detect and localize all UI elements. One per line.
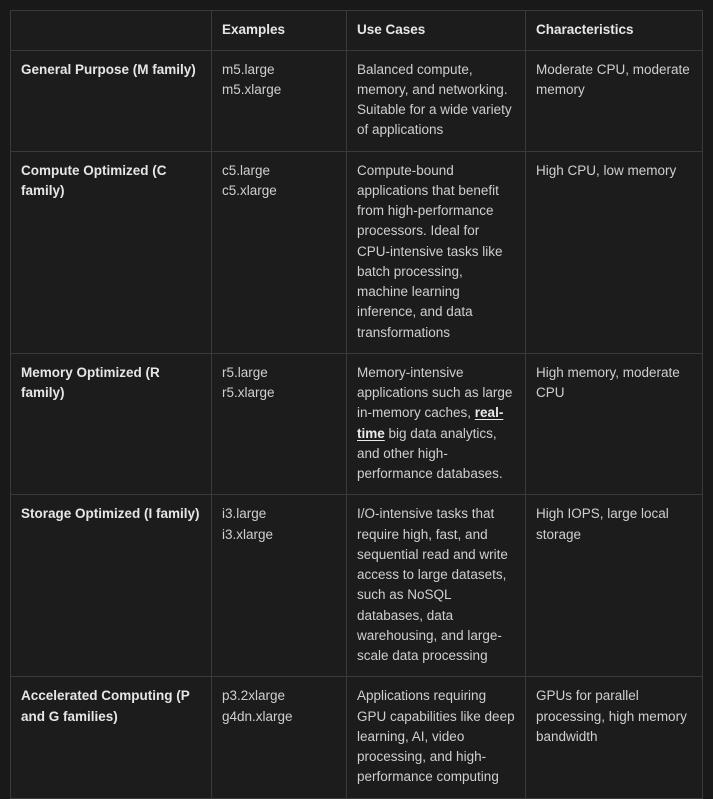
use-cases-text: Memory-intensive applications such as large in-memory caches, [357,364,513,421]
instance-family-table-container [10,10,702,799]
cell-family: Memory Optimized (R family) [11,353,212,495]
cell-characteristics: High memory, moderate CPU [526,353,703,495]
example-instance-type: m5.xlarge [222,81,282,97]
example-instance-type: r5.large [222,364,268,380]
example-instance-type: i3.xlarge [222,526,274,542]
cell-family: Storage Optimized (I family) [11,495,212,677]
cell-examples [212,495,347,677]
use-cases-text: big data analytics, and other high-performance databases. [357,425,503,482]
example-instance-type: p3.2xlarge [222,688,286,704]
cell-use-cases [347,50,526,151]
example-instance-type: g4dn.xlarge [222,708,293,724]
use-cases-text: Compute-bound applications that benefit from high-performance processors. Ideal for CPU-intensive tasks like batch processing, machine learning inference, and data transformations [357,162,503,340]
use-cases-text: I/O-intensive tasks that require high, fast, and sequential read and write access to large datasets, such as NoSQL databases, data warehousing, and large-scale data processing [357,506,508,664]
instance-family-table [10,10,703,799]
table-header [11,11,703,51]
cell-family: Accelerated Computing (P and G families) [11,677,212,798]
cell-family: General Purpose (M family) [11,50,212,151]
cell-examples [212,151,347,353]
table-row [11,353,703,495]
column-header-characteristics: Characteristics [526,11,703,51]
table-row [11,151,703,353]
cell-characteristics: Moderate CPU, moderate memory [526,50,703,151]
cell-use-cases [347,353,526,495]
column-header-family [11,11,212,51]
table-body [11,50,703,798]
cell-examples [212,353,347,495]
table-header-row [11,11,703,51]
cell-examples [212,50,347,151]
cell-characteristics: High IOPS, large local storage [526,495,703,677]
example-instance-type: r5.xlarge [222,385,275,401]
cell-family: Compute Optimized (C family) [11,151,212,353]
column-header-use-cases: Use Cases [347,11,526,51]
example-instance-type: c5.xlarge [222,182,277,198]
cell-use-cases [347,151,526,353]
table-row [11,677,703,798]
use-cases-text: Applications requiring GPU capabilities like deep learning, AI, video processing, and high-performance computing [357,688,515,785]
real-time-link[interactable]: real-time [357,405,504,441]
example-instance-type: m5.large [222,61,275,77]
cell-characteristics: High CPU, low memory [526,151,703,353]
column-header-examples: Examples [212,11,347,51]
cell-characteristics: GPUs for parallel processing, high memory bandwidth [526,677,703,798]
cell-use-cases [347,495,526,677]
example-instance-type: i3.large [222,506,267,522]
example-instance-type: c5.large [222,162,271,178]
cell-use-cases [347,677,526,798]
use-cases-text: Balanced compute, memory, and networking. Suitable for a wide variety of applications [357,61,512,138]
table-row [11,495,703,677]
cell-examples [212,677,347,798]
table-row [11,50,703,151]
